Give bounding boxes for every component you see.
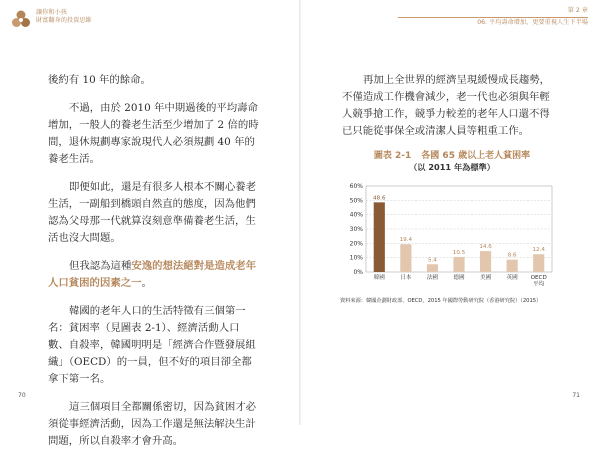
category-label: 德國: [453, 275, 465, 281]
figure-source: 資料來源：韓國企劃財政部、OECD，2015 年國際勞動研究院（香港研究院）（2015）: [340, 298, 542, 304]
poverty-rate-bar-chart: [340, 174, 555, 294]
left-paragraph-5: 韓國的老年人口的生活特徵有三個第一名：貧困率（見圖表 2-1）、經濟活動人口數、自殺率，韓國明明是「經濟合作暨發展組織」（OECD）的一員，但不好的項目卻全都拿下第一名。: [48, 305, 256, 385]
figure-title-text: 各國 65 歲以上老人貧困率: [421, 151, 531, 161]
paragraph-text: 。: [141, 277, 152, 289]
left-paragraph-3: 即便如此，還是有很多人根本不關心養老生活，一副船到橋頭自然直的態度，因為他們認為父母那一代就算沒刻意準備養老生活，生活也沒大問題。: [48, 181, 257, 244]
figure-subtitle: （以 2011 年為標準）: [409, 162, 495, 172]
left-paragraph-4: [48, 258, 260, 292]
bar-value-label: 8.6: [507, 252, 517, 259]
category-label: 英國: [506, 275, 518, 281]
section-title: 06. 平均壽命增加，更要重視人生下半場: [477, 19, 588, 26]
category-label: 日本: [400, 275, 412, 281]
right-paragraph: 再加上全世界的經濟呈現緩慢成長趨勢，不僅造成工作機會減少，老一代也必須與年輕人競爭搶工作，競爭力較差的老年人口還不得已只能從事保全或清潔人員等粗重工作。: [342, 74, 551, 137]
chapter-header: [398, 7, 588, 27]
category-label: 法國: [426, 275, 439, 281]
page-number-right: 71: [572, 392, 580, 399]
book-title: [36, 9, 92, 25]
bar-value-label: 19.4: [399, 237, 413, 244]
left-paragraph-1: 後約有 10 年的餘命。: [48, 74, 151, 86]
bar-value-label: 12.4: [532, 247, 545, 254]
left-paragraph-6: 這三個項目全都關係密切，因為貧困才必須從事經濟活動，因為工作還是無法解決生計問題，所以自殺率才會升高。: [48, 401, 257, 447]
highlighted-text: 安逸的想法絕對是造成老年人口貧困的因素之一: [48, 260, 257, 289]
y-tick-label: 30%: [349, 226, 363, 233]
bar-value-label: 14.6: [479, 244, 492, 251]
bar-2: [400, 244, 411, 272]
bar-value-label: 5.4: [427, 257, 437, 264]
bar-value-label: 10.5: [452, 249, 466, 256]
category-label: 美國: [479, 275, 492, 281]
chapter-label: 第 2 章: [567, 7, 588, 14]
book-logo-icon: [10, 8, 32, 30]
header-rule: [398, 17, 588, 18]
bar-value-label: 48.6: [373, 195, 386, 202]
book-title-line-1: 讓你和小孩: [36, 9, 67, 16]
page-number-left: 70: [18, 392, 26, 399]
paragraph-text: 但我認為這種: [69, 260, 132, 272]
left-page: [0, 0, 300, 447]
category-label: 平均: [533, 281, 545, 288]
figure-title: [352, 148, 552, 161]
y-tick-label: 50%: [349, 197, 363, 205]
y-tick-label: 40%: [349, 211, 363, 219]
bar-6: [507, 260, 518, 272]
book-title-line-2: 財富翻身的投資思維: [36, 17, 92, 24]
bar-5: [480, 251, 491, 272]
category-label: OECD: [530, 275, 547, 281]
y-tick-label: 60%: [349, 183, 363, 190]
left-body-text: [48, 72, 260, 461]
y-tick-label: 10%: [349, 254, 363, 262]
y-tick-label: 0%: [353, 269, 363, 276]
bar-7: [533, 254, 544, 272]
left-paragraph-2: 不過，由於 2010 年中期過後的平均壽命增加，一般人的養老生活至少增加了 2 倍的時間，退休規劃專家說現代人必須規劃 40 年的養老生活。: [48, 102, 259, 165]
figure-number: 圖表 2-1: [373, 151, 412, 161]
bar-1: [374, 202, 385, 272]
right-body-text: [342, 72, 560, 140]
y-tick-label: 20%: [349, 240, 363, 248]
bar-3: [427, 264, 438, 272]
category-label: 韓國: [373, 275, 385, 281]
bar-4: [453, 257, 464, 272]
